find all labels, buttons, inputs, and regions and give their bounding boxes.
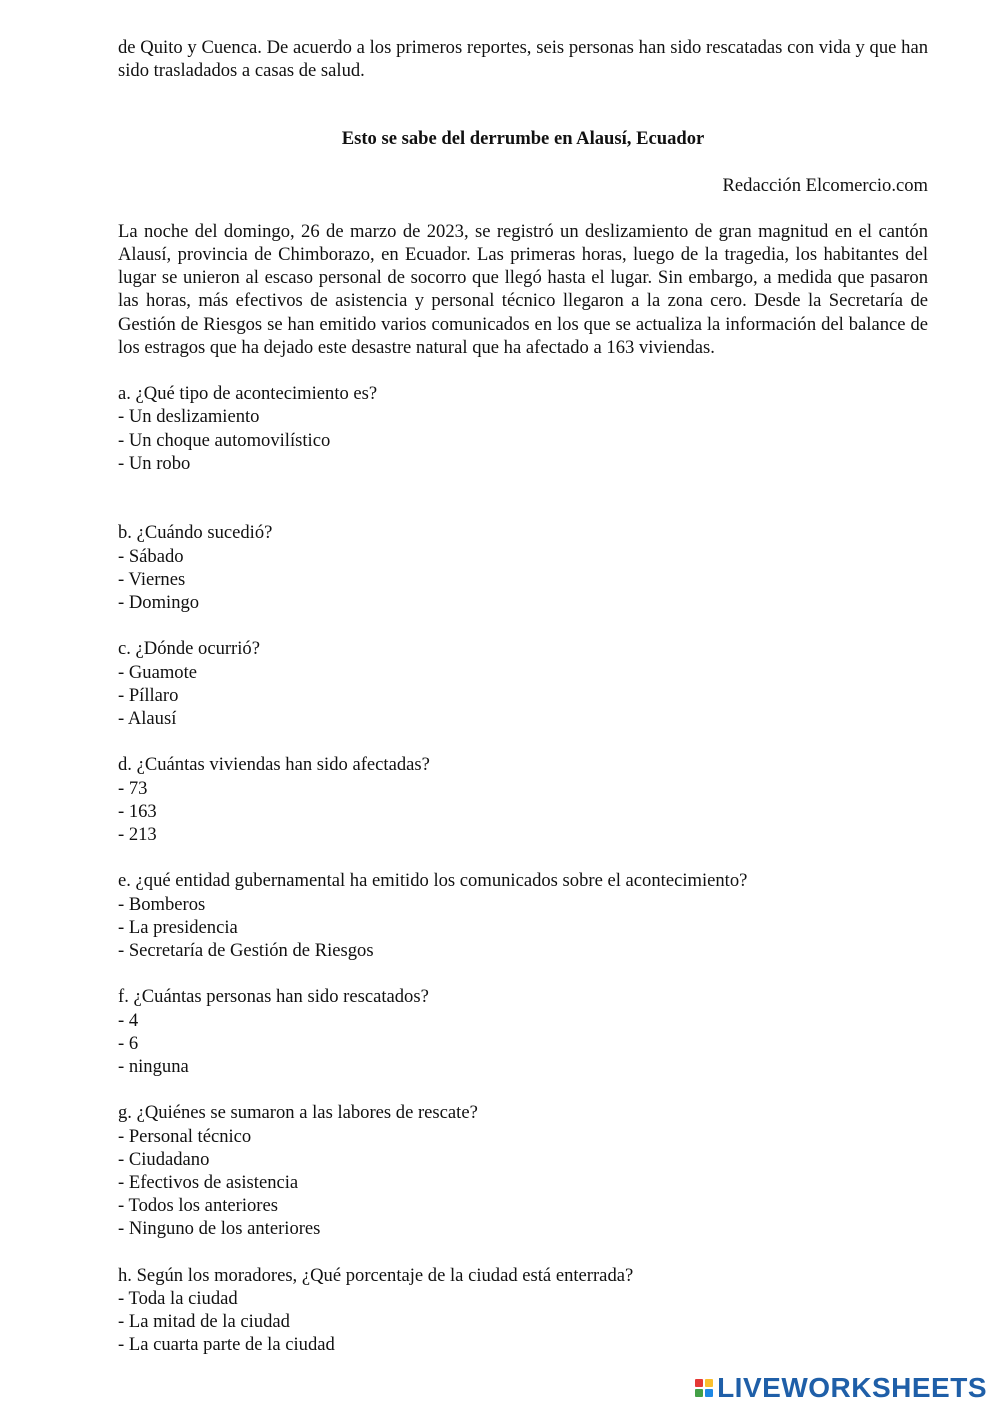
question-d: [118, 753, 928, 846]
question-list: [118, 382, 928, 1356]
answer-option[interactable]: - Viernes: [118, 568, 186, 590]
liveworksheets-logo: [695, 1373, 987, 1403]
answer-option[interactable]: - La presidencia: [118, 916, 238, 938]
question-text: b. ¿Cuándo sucedió?: [118, 522, 273, 544]
question-text: c. ¿Dónde ocurrió?: [118, 638, 260, 660]
answer-option[interactable]: - Domingo: [118, 592, 200, 614]
answer-option[interactable]: - Personal técnico: [118, 1125, 252, 1147]
logo-square-icon: [705, 1389, 713, 1397]
answer-option[interactable]: - 73: [118, 777, 148, 799]
question-c: [118, 637, 928, 730]
article-title: Esto se sabe del derrumbe en Alausí, Ecuador: [341, 128, 705, 150]
intro-paragraph: de Quito y Cuenca. De acuerdo a los primeros reportes, seis personas han sido rescatadas con vida y que han sido trasladados a casas de salud.: [118, 37, 928, 82]
answer-option[interactable]: - Ciudadano: [118, 1148, 210, 1170]
article-byline: Redacción Elcomercio.com: [722, 174, 928, 196]
brand-name: LIVEWORKSHEETS: [717, 1372, 987, 1403]
answer-option[interactable]: - La cuarta parte de la ciudad: [118, 1334, 335, 1356]
answer-option[interactable]: - Todos los anteriores: [118, 1195, 278, 1217]
question-a: [118, 382, 928, 475]
question-text: f. ¿Cuántas personas han sido rescatados?: [118, 986, 429, 1008]
answer-option[interactable]: - Efectivos de asistencia: [118, 1172, 299, 1194]
answer-option[interactable]: - Guamote: [118, 661, 197, 683]
article-body: La noche del domingo, 26 de marzo de 2023, se registró un deslizamiento de gran magnitud en el cantón Alausí, provincia de Chimborazo, en Ecuador. Las primeras horas, luego de la tragedia, los habitantes del lugar se unieron al escaso personal de socorro que llegó hasta el lugar. Sin embargo, a medida que pasaron las horas, más efectivos de asistencia y personal técnico llegaron a la zona cero. Desde la Secretaría de Gestión de Riesgos se han emitido varios comunicados en los que se actualiza la información del balance de los estragos que ha dejado este desastre natural que ha afectado a 163 viviendas.: [118, 220, 928, 358]
question-text: e. ¿qué entidad gubernamental ha emitido los comunicados sobre el acontecimiento?: [118, 870, 748, 892]
answer-option[interactable]: - ninguna: [118, 1056, 189, 1078]
worksheet-page: [118, 36, 928, 1357]
answer-option[interactable]: - 213: [118, 824, 157, 846]
question-b: [118, 521, 928, 614]
question-g: [118, 1101, 928, 1240]
answer-option[interactable]: - Un deslizamiento: [118, 406, 260, 428]
answer-option[interactable]: - Píllaro: [118, 684, 179, 706]
answer-option[interactable]: - 6: [118, 1032, 139, 1054]
answer-option[interactable]: - Toda la ciudad: [118, 1288, 238, 1310]
logo-square-icon: [695, 1379, 703, 1387]
question-text: a. ¿Qué tipo de acontecimiento es?: [118, 383, 378, 405]
answer-option[interactable]: - Alausí: [118, 708, 177, 730]
question-h: [118, 1264, 928, 1357]
question-text: d. ¿Cuántas viviendas han sido afectadas?: [118, 754, 430, 776]
answer-option[interactable]: - 163: [118, 800, 157, 822]
question-text: g. ¿Quiénes se sumaron a las labores de rescate?: [118, 1102, 478, 1124]
answer-option[interactable]: - Un choque automovilístico: [118, 429, 331, 451]
answer-option[interactable]: - 4: [118, 1009, 139, 1031]
answer-option[interactable]: - Bomberos: [118, 893, 206, 915]
answer-option[interactable]: - La mitad de la ciudad: [118, 1311, 290, 1333]
answer-option[interactable]: - Un robo: [118, 452, 191, 474]
logo-square-icon: [705, 1379, 713, 1387]
question-e: [118, 869, 928, 962]
question-text: h. Según los moradores, ¿Qué porcentaje de la ciudad está enterrada?: [118, 1264, 634, 1286]
answer-option[interactable]: - Ninguno de los anteriores: [118, 1218, 321, 1240]
answer-option[interactable]: - Sábado: [118, 545, 184, 567]
answer-option[interactable]: - Secretaría de Gestión de Riesgos: [118, 940, 374, 962]
question-f: [118, 985, 928, 1078]
logo-square-icon: [695, 1389, 703, 1397]
logo-grid-icon: [695, 1379, 713, 1397]
